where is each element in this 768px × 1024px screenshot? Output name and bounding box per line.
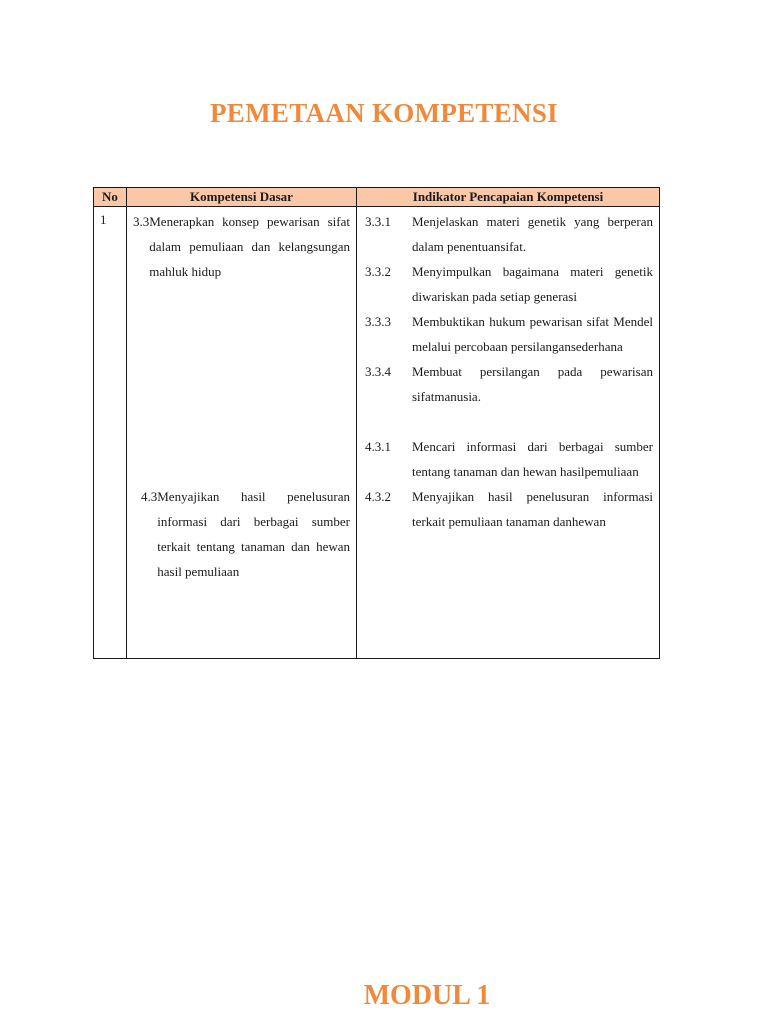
indicator-item xyxy=(365,434,653,484)
indikator-cell xyxy=(357,207,660,659)
indicator-item xyxy=(365,259,653,309)
indicator-text: Membuktikan hukum pewarisan sifat Mendel melalui percobaan persilangansederhana xyxy=(412,314,653,354)
indicator-item xyxy=(365,484,653,534)
indicator-item xyxy=(365,359,653,409)
indicator-item xyxy=(365,309,653,359)
competency-table xyxy=(93,187,660,659)
kd-item xyxy=(133,484,350,584)
kd-number: 4.3 xyxy=(141,489,158,504)
indicator-group-3 xyxy=(365,209,653,409)
header-kompetensi-dasar: Kompetensi Dasar xyxy=(127,188,357,207)
table-header-row xyxy=(94,188,660,207)
header-indikator: Indikator Pencapaian Kompetensi xyxy=(357,188,660,207)
indicator-group-4 xyxy=(365,434,653,534)
indicator-text: Menyimpulkan bagaimana materi genetik diwariskan pada setiap generasi xyxy=(412,264,653,304)
indicator-text: Mencari informasi dari berbagai sumber tentang tanaman dan hewan hasilpemuliaan xyxy=(412,439,653,479)
kd-text: Menyajikan hasil penelusuran informasi dari berbagai sumber terkait tentang tanaman dan hewan hasil pemuliaan xyxy=(157,489,350,579)
kd-item xyxy=(133,209,350,284)
header-no: No xyxy=(94,188,127,207)
indicator-number: 4.3.1 xyxy=(365,439,391,454)
indicator-number: 4.3.2 xyxy=(365,489,391,504)
kd-text: Menerapkan konsep pewarisan sifat dalam pemuliaan dan kelangsungan mahluk hidup xyxy=(149,214,350,279)
page-title: PEMETAAN KOMPETENSI xyxy=(210,98,558,128)
indicator-text: Membuat persilangan pada pewarisan sifatmanusia. xyxy=(412,364,653,404)
indicator-number: 3.3.1 xyxy=(365,214,391,229)
row-number: 1 xyxy=(94,207,127,659)
indicator-item xyxy=(365,209,653,259)
indicator-number: 3.3.4 xyxy=(365,364,391,379)
indicator-number: 3.3.2 xyxy=(365,264,391,279)
kompetensi-dasar-cell xyxy=(127,207,357,659)
kd-number: 3.3 xyxy=(133,214,150,229)
competency-table-wrapper xyxy=(93,187,659,659)
module-label: MODUL 1 xyxy=(363,980,491,1011)
indicator-text: Menyajikan hasil penelusuran informasi terkait pemuliaan tanaman danhewan xyxy=(412,489,653,529)
table-row xyxy=(94,207,660,659)
indicator-text: Menjelaskan materi genetik yang berperan dalam penentuansifat. xyxy=(412,214,653,254)
indicator-number: 3.3.3 xyxy=(365,314,391,329)
